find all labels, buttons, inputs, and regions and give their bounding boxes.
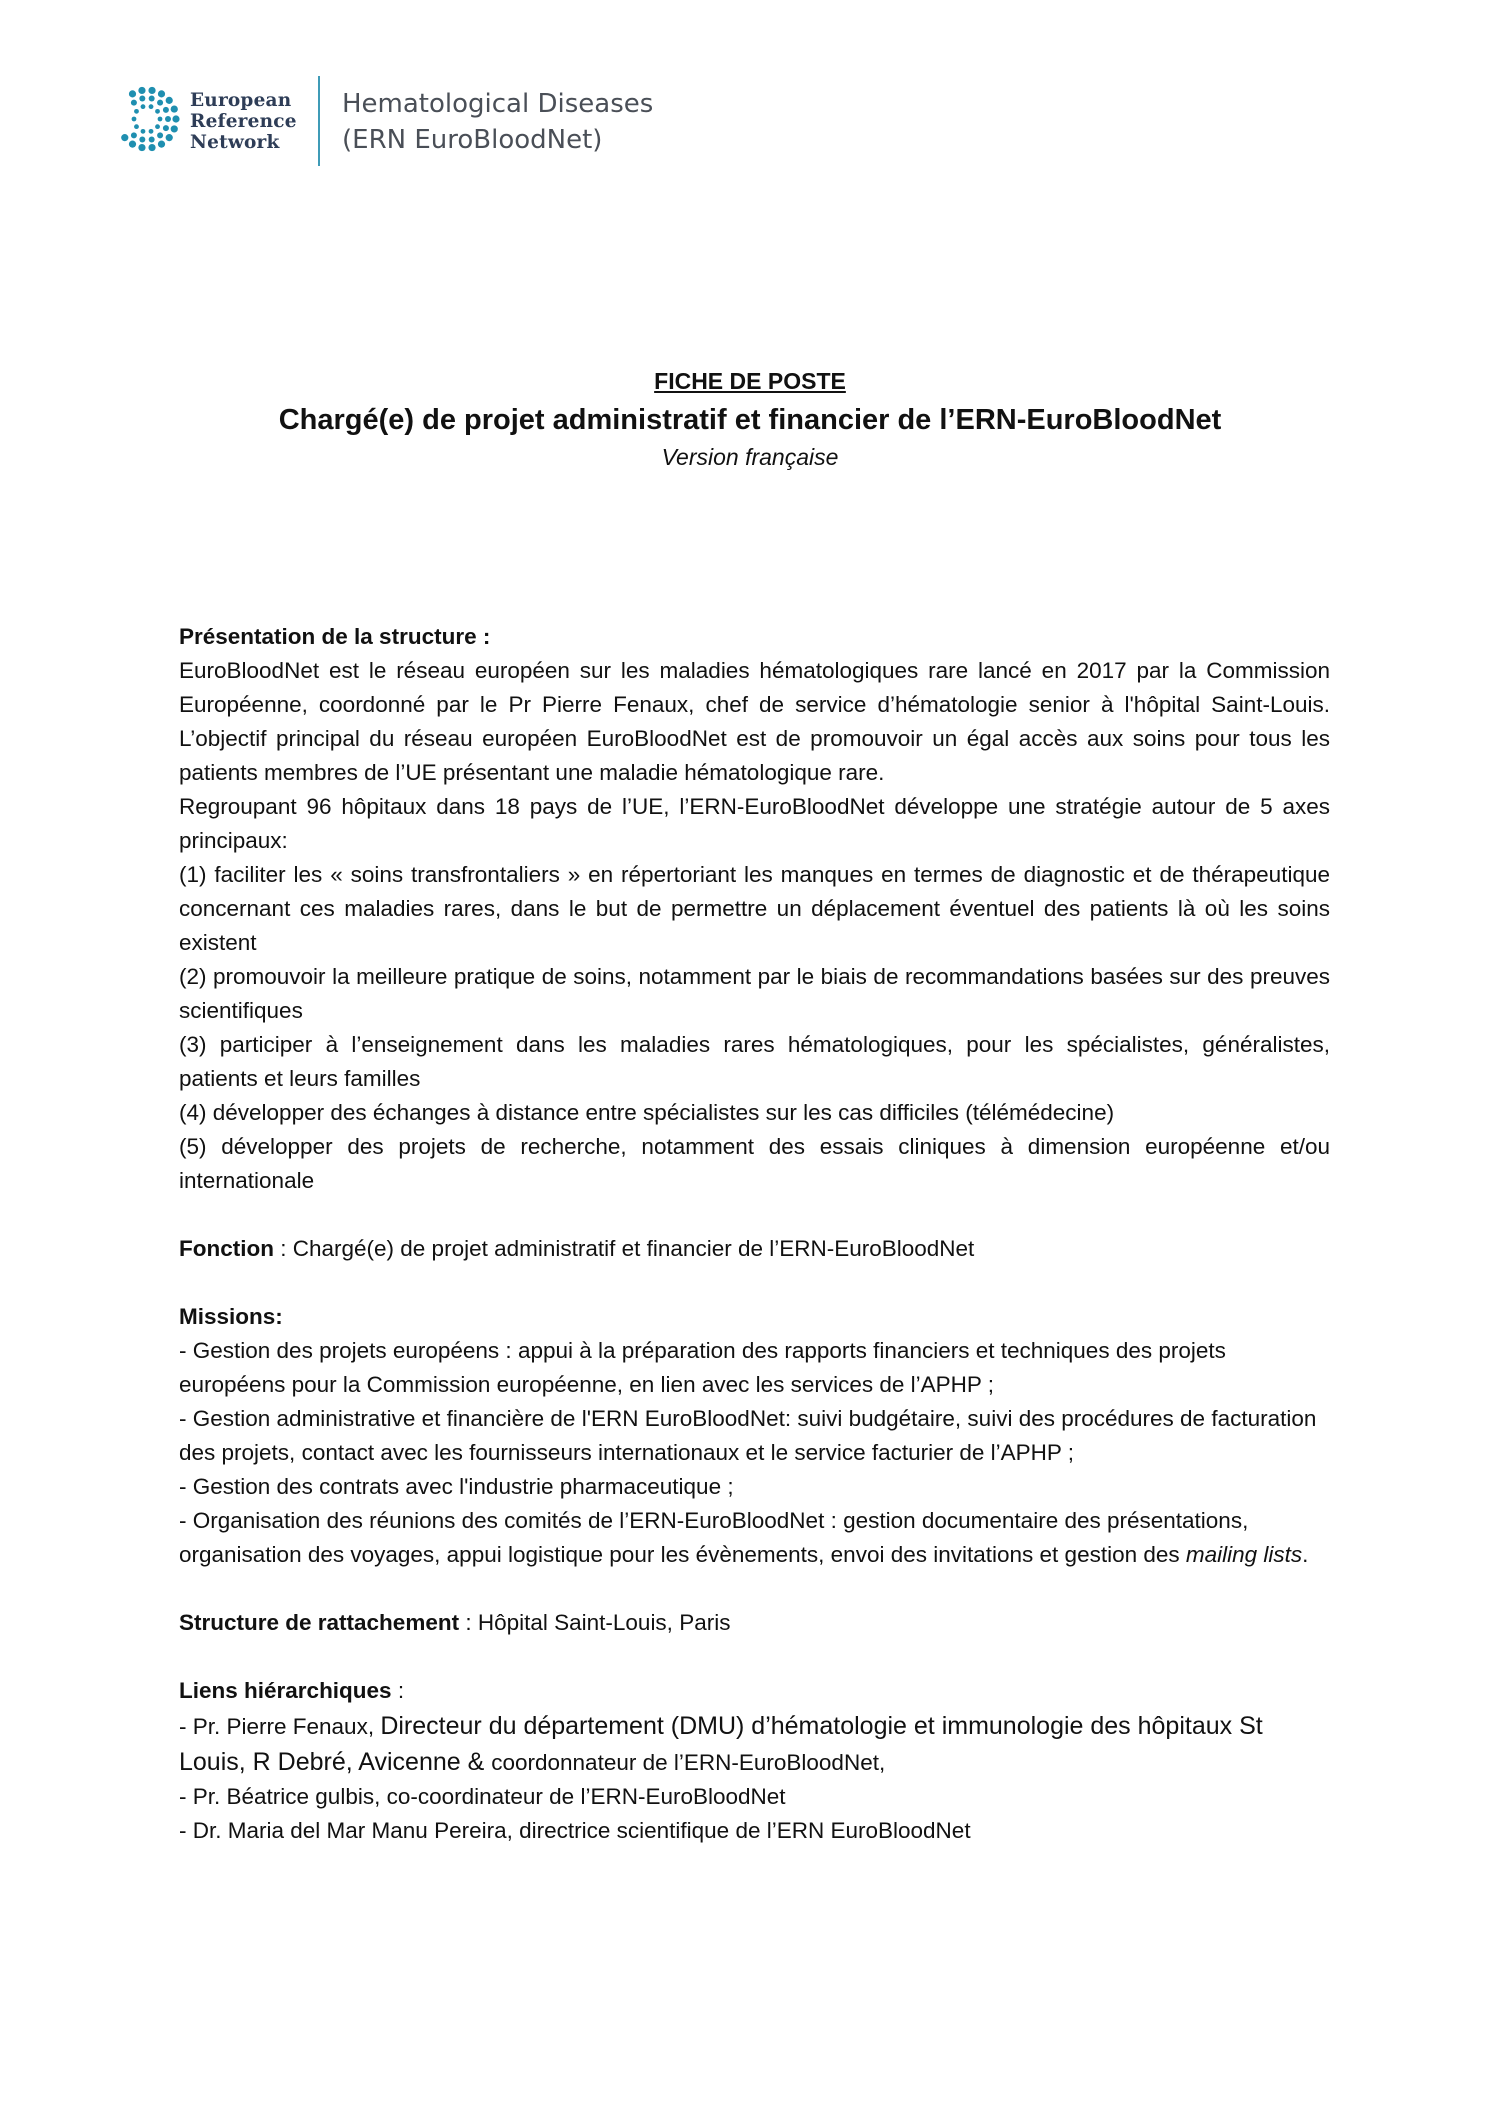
logo-dot [138, 87, 145, 94]
rattachement-label: Structure de rattachement [179, 1610, 460, 1635]
fonction-value: : Chargé(e) de projet administratif et financier de l’ERN-EuroBloodNet [273, 1236, 975, 1261]
liens-item-large: Directeur du département (DMU) d’hématologie et immunologie des hôpitaux St Louis, R Debré, Avicenne & [179, 1712, 1263, 1776]
logo-dot [149, 96, 155, 102]
ern-logo-icon [114, 86, 180, 152]
presentation-section [179, 620, 1330, 1198]
liens-heading [179, 1674, 1330, 1708]
ern-word-2: Reference [190, 111, 297, 132]
logo-dot [121, 134, 128, 141]
logo-dot [131, 100, 137, 106]
logo-dot [157, 100, 163, 106]
logo-dot [149, 136, 155, 142]
mission-item-end: . [1302, 1542, 1309, 1567]
axis-item: (4) développer des échanges à distance entre spécialistes sur les cas difficiles (télémédecine) [179, 1100, 1115, 1125]
logo-dot [163, 107, 169, 113]
mission-item-italic: mailing lists [1185, 1542, 1303, 1567]
liens-label-suffix: : [391, 1678, 405, 1703]
liens-item [179, 1708, 1330, 1780]
liens-label: Liens hiérarchiques [179, 1678, 392, 1703]
logo-dot [166, 134, 173, 141]
document-type: FICHE DE POSTE [654, 368, 846, 394]
logo-dot [163, 125, 169, 131]
logo-dot [149, 129, 154, 134]
logo-dot [139, 136, 145, 142]
header-divider [318, 76, 320, 166]
document-version: Version française [661, 444, 839, 470]
logo-dot [138, 144, 145, 151]
mission-item: - Gestion des contrats avec l'industrie pharmaceutique ; [179, 1474, 734, 1499]
axis-item: (2) promouvoir la meilleure pratique de soins, notamment par le biais de recommandations basées sur des preuves scientifiques [179, 964, 1330, 1023]
mission-item: - Gestion des projets européens : appui à la préparation des rapports financiers et techniques des projets européens pour la Commission européenne, en lien avec les services de l’APHP ; [179, 1338, 1226, 1397]
mission-item [179, 1504, 1330, 1572]
spacer [179, 1572, 1330, 1606]
logo-dot [132, 117, 137, 122]
axis-item: (5) développer des projets de recherche, notamment des essais cliniques à dimension européenne et/ou internationale [179, 1134, 1330, 1193]
axis-item: (1) faciliter les « soins transfrontaliers » en répertoriant les manques en termes de diagnostic et de thérapeutique concernant ces maladies rares, dans le but de permettre un déplacement éventuel des patients là où les soins existent [179, 862, 1330, 955]
logo-dot [134, 124, 139, 129]
spacer [179, 1640, 1330, 1674]
fonction-label: Fonction [179, 1236, 274, 1261]
fonction-line [179, 1232, 1330, 1266]
logo-dot [155, 124, 160, 129]
title-block [0, 366, 1500, 472]
missions-section [179, 1300, 1330, 1572]
network-name-line-1: Hematological Diseases [342, 89, 654, 119]
logo-dot [171, 105, 178, 112]
page-title: Chargé(e) de projet administratif et financier de l’ERN-EuroBloodNet [278, 404, 1222, 436]
ern-wordmark [190, 90, 297, 153]
network-name [342, 86, 653, 158]
logo-dot [129, 141, 136, 148]
missions-heading: Missions: [179, 1304, 283, 1329]
spacer [179, 1198, 1330, 1232]
logo-dot [171, 125, 178, 132]
logo-dot [157, 132, 163, 138]
liens-item: - Pr. Béatrice gulbis, co-coordinateur de l’ERN-EuroBloodNet [179, 1784, 786, 1809]
liens-section [179, 1674, 1330, 1848]
logo-dot [134, 109, 139, 114]
logo-dot [148, 144, 155, 151]
liens-item-suffix: coordonnateur de l’ERN-EuroBloodNet, [491, 1750, 886, 1775]
presentation-intro: EuroBloodNet est le réseau européen sur les maladies hématologiques rare lancé en 2017 par la Commission Européenne, coordonné par le Pr Pierre Fenaux, chef de service d’hématologie senior à l'hôpital Saint-Louis. L’objectif principal du réseau européen EuroBloodNet est de promouvoir un égal accès aux soins pour tous les patients membres de l’UE présentant une maladie hématologique rare. [179, 658, 1330, 785]
logo-dot [131, 132, 137, 138]
axis-item: (3) participer à l’enseignement dans les maladies rares hématologiques, pour les spécialistes, généralistes, patients et leurs familles [179, 1032, 1330, 1091]
logo-dot [141, 104, 146, 109]
logo-dot [139, 96, 145, 102]
liens-item: - Dr. Maria del Mar Manu Pereira, directrice scientifique de l’ERN EuroBloodNet [179, 1818, 971, 1843]
liens-item-prefix: - Pr. Pierre Fenaux, [179, 1714, 381, 1739]
logo-dot [165, 116, 171, 122]
logo-dot [155, 109, 160, 114]
logo-dot [166, 97, 173, 104]
presentation-axes-intro: Regroupant 96 hôpitaux dans 18 pays de l’UE, l’ERN-EuroBloodNet développe une stratégie autour de 5 axes principaux: [179, 794, 1330, 853]
mission-item: - Gestion administrative et financière de l'ERN EuroBloodNet: suivi budgétaire, suivi des procédures de facturation des projets, contact avec les fournisseurs internationaux et le service facturier de l’APHP ; [179, 1406, 1317, 1465]
logo-dot [158, 90, 165, 97]
logo-dot [141, 129, 146, 134]
network-name-line-2: (ERN EuroBloodNet) [342, 125, 603, 155]
page-header [114, 74, 674, 174]
spacer [179, 1266, 1330, 1300]
ern-word-3: Network [190, 132, 280, 153]
logo-dot [148, 87, 155, 94]
ern-word-1: European [190, 90, 292, 111]
logo-dot [129, 90, 136, 97]
mission-item-text: - Organisation des réunions des comités de l’ERN-EuroBloodNet : gestion documentaire des présentations, organisation des voyages, appui logistique pour les évènements, envoi des invitations et gestion des [179, 1508, 1249, 1567]
presentation-heading: Présentation de la structure : [179, 624, 491, 649]
rattachement-value: : Hôpital Saint-Louis, Paris [459, 1610, 731, 1635]
document-body [179, 620, 1330, 1848]
logo-dot [158, 117, 163, 122]
logo-dot [158, 141, 165, 148]
logo-dot [149, 104, 154, 109]
rattachement-line [179, 1606, 1330, 1640]
logo-dot [172, 115, 179, 122]
